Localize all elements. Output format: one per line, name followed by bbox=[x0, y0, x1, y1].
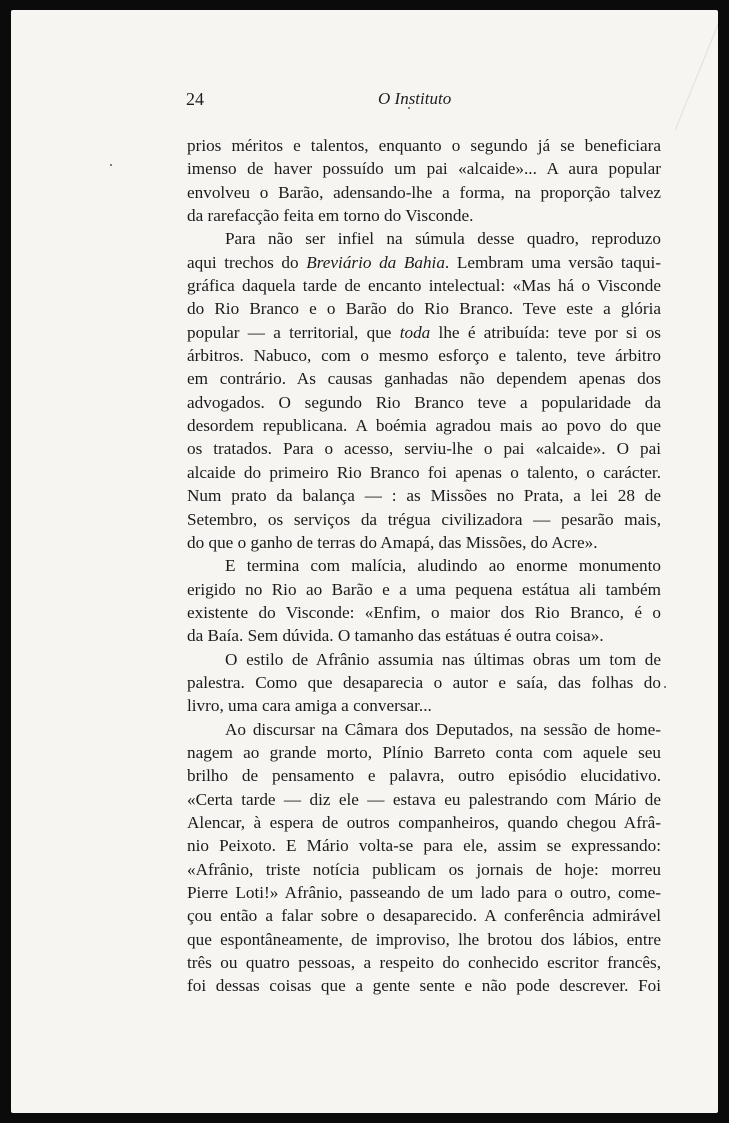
text-line: foi dessas coisas que a gente sente e não pode descrever. Foi bbox=[187, 976, 661, 996]
text-line: existente do Visconde: «Enfim, o maior dos Rio Branco, é o bbox=[187, 602, 661, 622]
body-text bbox=[187, 134, 661, 998]
text-line: gráfica daquela tarde de encanto intelectual: «Mas há o Visconde bbox=[187, 276, 661, 296]
text-run: lhe é atribuída: teve por si os bbox=[430, 322, 661, 342]
text-line bbox=[187, 321, 661, 344]
text-line: Setembro, os serviços da trégua civilizadora — pesarão mais, bbox=[187, 509, 661, 529]
text-line: E termina com malícia, aludindo ao enorme monumento bbox=[225, 556, 661, 576]
text-line: envolveu o Barão, adensando-lhe a forma, na proporção talvez bbox=[187, 182, 661, 202]
text-line: em contrário. As causas ganhadas não dependem apenas dos bbox=[187, 369, 661, 389]
emphasis: toda bbox=[399, 322, 431, 342]
text-line: do que o ganho de terras do Amapá, das Missões, do Acre». bbox=[187, 532, 598, 552]
text-line: árbitros. Nabuco, com o mesmo esforço e talento, teve árbitro bbox=[187, 346, 661, 366]
text-run: popular — a territorial, que bbox=[187, 322, 400, 342]
book-title: Breviário da Bahia bbox=[306, 252, 445, 272]
running-title: O Instituto bbox=[378, 89, 452, 108]
text-line: livro, uma cara amiga a conversar... bbox=[187, 696, 432, 716]
text-line: do Rio Branco e o Barão do Rio Branco. Teve este a glória bbox=[187, 299, 661, 319]
text-line: da Baía. Sem dúvida. O tamanho das estátuas é outra coisa». bbox=[187, 626, 604, 646]
text-line bbox=[187, 251, 661, 274]
text-line: nagem ao grande morto, Plínio Barreto conta com aquele seu bbox=[187, 742, 661, 762]
text-line: brilho de pensamento e palavra, outro episódio elucidativo. bbox=[187, 766, 661, 786]
text-line: «Certa tarde — diz ele — estava eu palestrando com Mário de bbox=[187, 789, 661, 809]
paper-speck bbox=[664, 686, 666, 688]
paper-speck bbox=[110, 164, 112, 166]
page-number: 24 bbox=[186, 89, 204, 109]
text-line: que espontâneamente, de improviso, lhe brotou dos lábios, entre bbox=[187, 929, 661, 949]
text-line: palestra. Como que desaparecia o autor e saía, das folhas do bbox=[187, 672, 661, 692]
text-line: nio Peixoto. E Mário volta-se para ele, assim se expressando: bbox=[187, 836, 661, 856]
text-line: erigido no Rio ao Barão e a uma pequena estátua ali também bbox=[187, 579, 661, 599]
text-line: desordem republicana. A boémia agradou mais ao povo do que bbox=[187, 416, 661, 436]
text-line: advogados. O segundo Rio Branco teve a popularidade da bbox=[187, 392, 661, 412]
text-run: aqui trechos do bbox=[187, 252, 307, 272]
text-line: Alencar, à espera de outros companheiros, quando chegou Afrâ- bbox=[187, 812, 661, 832]
text-line: Num prato da balança — : as Missões no Prata, a lei 28 de bbox=[187, 486, 661, 506]
text-line: alcaide do primeiro Rio Branco foi apenas o talento, o carácter. bbox=[187, 462, 661, 482]
book-page bbox=[11, 10, 718, 1113]
page-header bbox=[181, 89, 661, 113]
text-line: da rarefacção feita em torno do Visconde. bbox=[187, 206, 474, 226]
text-line: Para não ser infiel na súmula desse quadro, reproduzo bbox=[225, 229, 661, 249]
text-line: Pierre Loti!» Afrânio, passeando de um lado para o outro, come- bbox=[187, 883, 661, 902]
text-line: imenso de haver possuído um pai «alcaide»... A aura popular bbox=[187, 159, 661, 179]
text-line: O estilo de Afrânio assumia nas últimas obras um tom de bbox=[225, 649, 661, 669]
text-run: . Lembram uma versão taqui- bbox=[444, 252, 661, 272]
text-line: Ao discursar na Câmara dos Deputados, na sessão de home- bbox=[225, 719, 661, 739]
text-line: «Afrânio, triste notícia publicam os jornais de hoje: morreu bbox=[187, 859, 661, 879]
text-line: prios méritos e talentos, enquanto o segundo já se beneficiara bbox=[187, 136, 661, 155]
text-line: çou então a falar sobre o desaparecido. A conferência admirável bbox=[187, 906, 661, 926]
text-line: três ou quatro pessoas, a respeito do conhecido escritor francês, bbox=[187, 953, 661, 973]
text-line: os tratados. Para o acesso, serviu-lhe o pai «alcaide». O pai bbox=[187, 439, 661, 459]
